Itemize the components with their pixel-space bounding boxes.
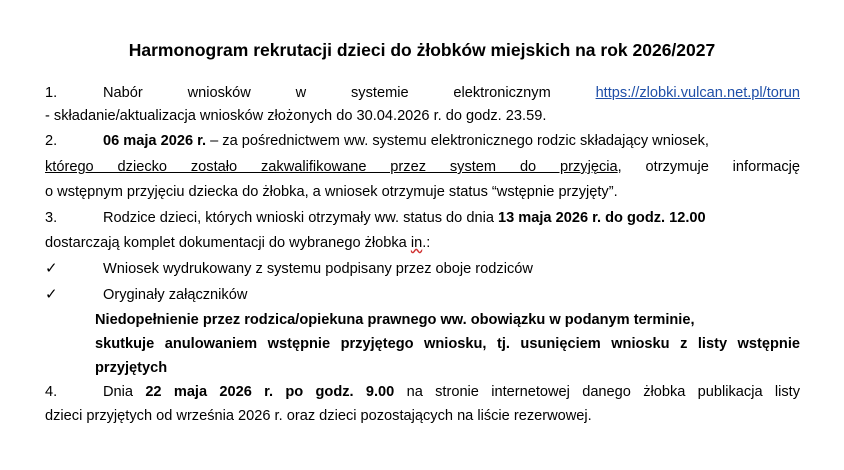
item-2-text-a: – za pośrednictwem ww. systemu elektronicznego rodzic składający wniosek, — [206, 133, 709, 149]
item-3-line-1 — [45, 208, 800, 228]
item-4-line-2: dzieci przyjętych od września 2026 r. oraz dzieci pozostających na liście rezerwowej. — [45, 408, 592, 424]
item-4-date: 22 maja 2026 r. po godz. 9.00 — [145, 384, 395, 400]
warning-line-3: przyjętych — [95, 360, 168, 376]
recruitment-system-link[interactable]: https://zlobki.vulcan.net.pl/torun — [595, 85, 800, 101]
item-4-text-b: na stronie internetowej danego żłobka publikacja listy — [394, 384, 800, 400]
item-3-text-a: Rodzice dzieci, których wnioski otrzymały ww. status do dnia — [103, 210, 498, 226]
checkmark-icon: ✓ — [45, 286, 58, 303]
document-title: Harmonogram rekrutacji dzieci do żłobków miejskich na rok 2026/2027 — [128, 40, 716, 60]
item-2-line-3: o wstępnym przyjęciu dziecka do żłobka, a wniosek otrzymuje status “wstępnie przyjęty”. — [45, 184, 618, 200]
checklist-item — [45, 259, 800, 279]
item-3-line-2-text-a: dostarczają komplet dokumentacji do wybranego żłobka — [45, 235, 411, 251]
item-4-number: 4. — [45, 384, 58, 400]
checklist-item — [45, 285, 800, 305]
item-4-text-a: Dnia — [103, 384, 146, 400]
item-3-spellcheck-word: in — [410, 235, 423, 251]
item-3-deadline: 13 maja 2026 r. do godz. 12.00 — [498, 210, 706, 226]
item-1-number: 1. — [45, 85, 58, 101]
warning-line-1: Niedopełnienie przez rodzica/opiekuna prawnego ww. obowiązku w podanym terminie, — [95, 312, 695, 328]
item-4-line-1 — [45, 382, 800, 402]
item-2-date: 06 maja 2026 r. — [103, 133, 207, 149]
item-2-line-1 — [45, 131, 800, 151]
warning-line-2: skutkuje anulowaniem wstępnie przyjętego wniosku, tj. usunięciem wniosku z listy wstępnie — [95, 336, 800, 352]
item-2-text-b: , otrzymuje informację — [617, 159, 801, 175]
item-2-number: 2. — [45, 133, 58, 149]
item-1-line-2: - składanie/aktualizacja wniosków złożonych do 30.04.2026 r. do godz. 23.59. — [45, 108, 547, 124]
item-3-line-2-text-b: .: — [422, 235, 431, 251]
item-1-line-1 — [45, 83, 800, 103]
item-3-number: 3. — [45, 210, 58, 226]
item-2-underlined: którego dziecko zostało zakwalifikowane przez system do przyjęcia — [45, 159, 618, 175]
checklist-item-label: Oryginały załączników — [103, 287, 248, 303]
item-2-line-2 — [45, 157, 800, 177]
item-1-text: Nabór wniosków w systemie elektronicznym — [103, 85, 551, 101]
checklist-item-label: Wniosek wydrukowany z systemu podpisany przez oboje rodziców — [103, 261, 533, 277]
checkmark-icon: ✓ — [45, 260, 58, 277]
item-3-line-2 — [45, 233, 800, 253]
